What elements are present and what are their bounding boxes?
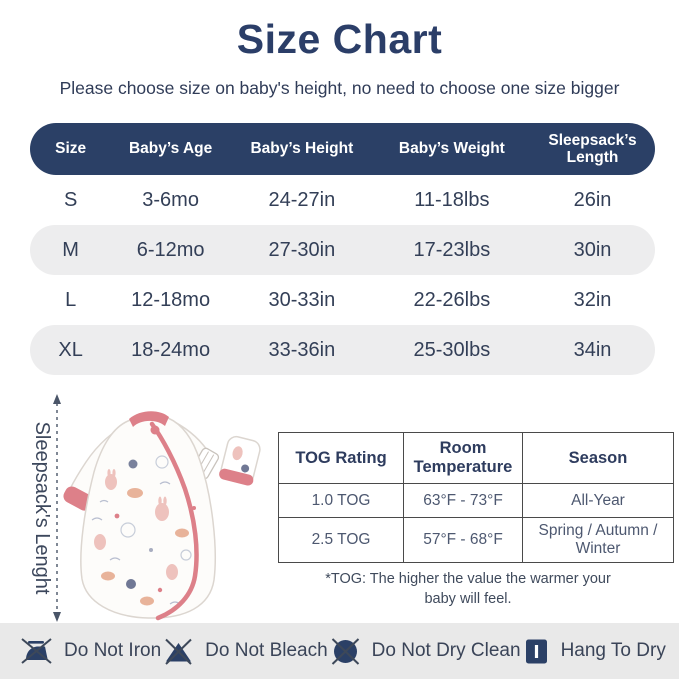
cell-weight: 25-30lbs [413,338,491,361]
care-label: Do Not Dry Clean [371,640,521,661]
table-row-s [30,175,655,225]
table-row-m [30,225,655,275]
sleepsack-illustration [10,390,276,626]
detached-sleeve-piece [218,435,263,487]
cell-length: 34in [573,338,612,361]
size-table-header [30,123,655,175]
cell-height: 27-30in [268,238,336,261]
care-label: Hang To Dry [560,640,666,661]
do-not-iron-icon [18,636,55,667]
do-not-dry-clean-icon [328,636,363,667]
tog-temperature: 63°F - 73°F [404,484,523,518]
tog-rating: 1.0 TOG [279,484,404,518]
cell-age: 6-12mo [136,238,205,261]
tog-row-2 [279,518,674,563]
cell-age: 18-24mo [131,338,211,361]
zipper-pull [151,426,160,435]
tog-header-temperature: Room Temperature [404,433,523,484]
tog-season: Spring / Autumn / Winter [523,518,674,563]
col-header-age: Baby’s Age [128,140,213,158]
col-header-length: Sleepsack’s Length [548,131,637,166]
col-header-weight: Baby’s Weight [398,140,505,158]
cell-age: 12-18mo [131,288,211,311]
cell-length: 26in [573,188,612,211]
care-item-do-not-dry-clean [328,636,521,667]
page-title: Size Chart [236,16,443,62]
cell-height: 24-27in [268,188,336,211]
care-item-do-not-iron [18,636,161,667]
care-item-do-not-bleach [161,636,328,667]
tog-note-line2: baby will feel. [424,590,512,607]
hang-to-dry-icon [521,636,552,667]
length-measure-arrow [53,394,61,622]
care-label: Do Not Bleach [205,640,328,661]
cell-age: 3-6mo [142,188,199,211]
cell-length: 32in [573,288,612,311]
tog-header-rating: TOG Rating [279,433,404,484]
sleepsack-drawing [10,390,276,626]
cell-weight: 22-26lbs [413,288,491,311]
cell-weight: 17-23lbs [413,238,491,261]
table-row-l [30,275,655,325]
tog-note-line1: *TOG: The higher the value the warmer your [325,571,611,587]
cell-size: M [62,238,79,261]
cell-size: L [65,288,77,311]
tog-header-season: Season [523,433,674,484]
tog-note [278,570,658,609]
tog-season: All-Year [523,484,674,518]
tog-table [278,432,674,563]
care-instructions-bar [0,623,679,679]
page-subtitle: Please choose size on baby's height, no need to choose one size bigger [59,78,620,98]
table-row-xl [30,325,655,375]
tog-rating: 2.5 TOG [279,518,404,563]
tog-header-row [279,433,674,484]
cell-size: S [63,188,78,211]
tog-temperature: 57°F - 68°F [404,518,523,563]
cell-height: 30-33in [268,288,336,311]
tog-row-1 [279,484,674,518]
cell-height: 33-36in [268,338,336,361]
cell-size: XL [58,338,83,361]
care-item-hang-to-dry [521,636,666,667]
measure-label: Sleepsack's Lenght [31,421,53,595]
care-label: Do Not Iron [64,640,162,661]
size-table [30,123,655,375]
do-not-bleach-icon [161,636,196,667]
col-header-size: Size [55,140,87,158]
cell-weight: 11-18lbs [414,188,490,211]
col-header-height: Baby’s Height [250,140,354,158]
cell-length: 30in [573,238,612,261]
